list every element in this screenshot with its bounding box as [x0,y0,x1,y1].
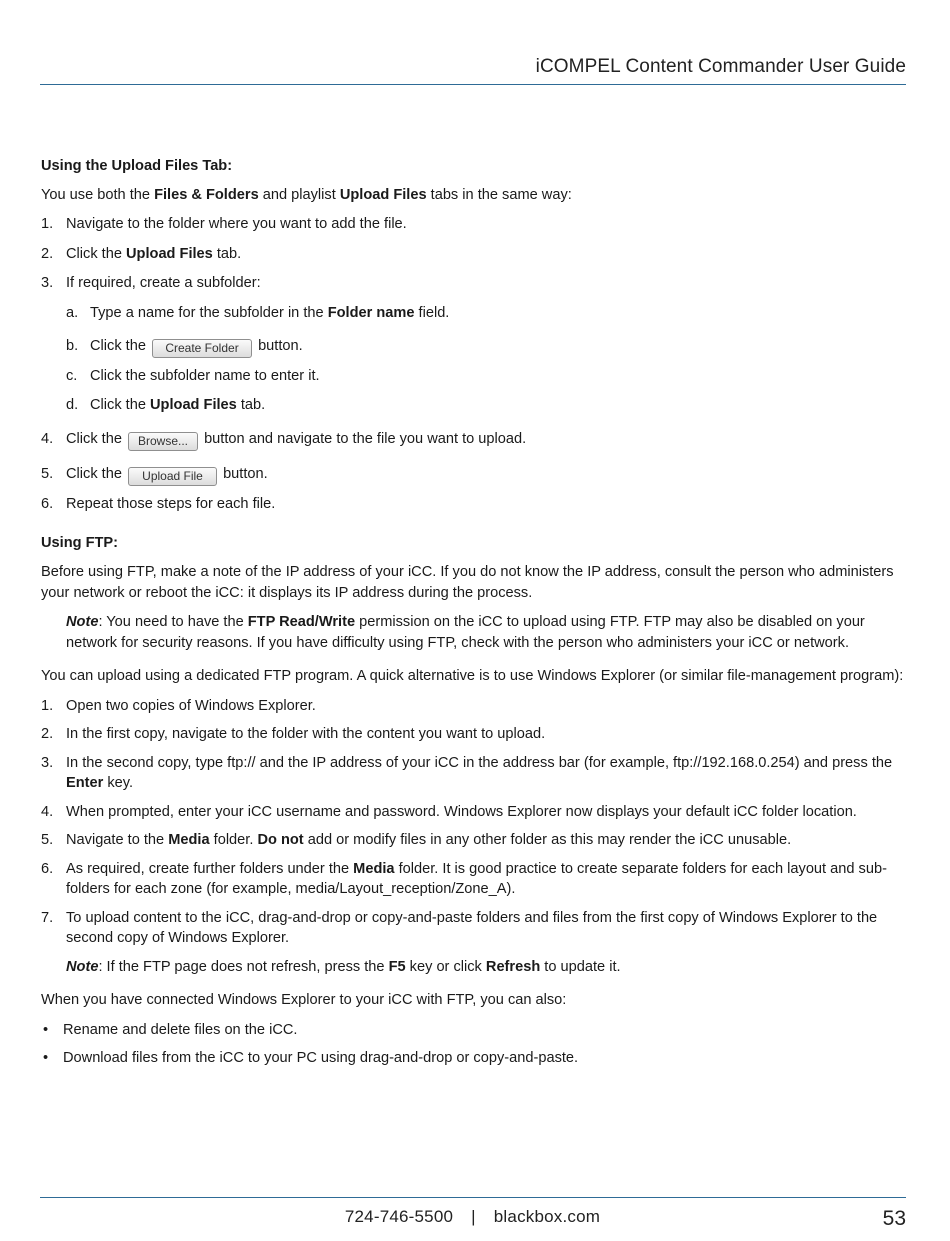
sub-list-item: d. Click the Upload Files tab. [66,396,266,413]
sub-list-item: c. Click the subfolder name to enter it. [66,368,320,384]
footer-rule [40,1197,906,1198]
section-heading-upload: Using the Upload Files Tab: [41,158,233,174]
sub-list-item: b. Click the Create Folder button. [66,336,906,358]
note-refresh: Note: If the FTP page does not refresh, press the F5 key or click Refresh to update it. [66,958,621,975]
list-item: 6. Repeat those steps for each file. [41,496,276,512]
footer-phone: 724-746-5500 [344,1207,454,1226]
bullet-icon: • [43,1021,49,1038]
browse-button[interactable]: Browse... [128,432,198,451]
page-content [41,156,906,1069]
note-permission: Note: You need to have the FTP Read/Write permission on the iCC to upload using FTP. FTP may also be disabled on your network for security reasons. If you have difficulty using FTP, check with the person who administers your iCC or network. [66,614,865,651]
footer-contact [0,1207,945,1227]
ftp-alternative: You can upload using a dedicated FTP program. A quick alternative is to use Windows Explorer (or similar file-management program): [41,668,904,684]
list-item: 2. In the first copy, navigate to the folder with the content you want to upload. [41,726,546,742]
header-title: iCOMPEL Content Commander User Guide [535,56,906,77]
footer-separator: | [471,1207,476,1226]
list-item: 5. Click the Upload File button. [41,464,906,486]
bullet-item: • Rename and delete files on the iCC. [41,1020,906,1041]
ftp-intro: Before using FTP, make a note of the IP address of your iCC. If you do not know the IP address, consult the person who administers your network or reboot the iCC: it displays its IP address during the process. [41,564,894,601]
footer-website[interactable]: blackbox.com [493,1207,601,1226]
list-item: 6. As required, create further folders under the Media folder. It is good practice to create separate folders for each layout and sub-folders for each zone (for example, media/Layout_reception/Zone_A). [41,860,887,897]
list-item: 3. In the second copy, type ftp:// and the IP address of your iCC in the address bar (for example, ftp://192.168.0.254) and press the Enter key. [41,754,893,791]
create-folder-button[interactable]: Create Folder [152,339,252,358]
section-heading-ftp: Using FTP: [41,534,119,551]
bullet-icon: • [43,1050,49,1066]
bullet-item: • Download files from the iCC to your PC using drag-and-drop or copy-and-paste. [41,1048,906,1069]
list-item: 2. Click the Upload Files tab. [41,245,242,262]
list-item: 1. Open two copies of Windows Explorer. [41,697,316,714]
list-item: 1. Navigate to the folder where you want to add the file. [41,216,407,232]
header-rule [40,84,906,85]
sub-list-item: a. Type a name for the subfolder in the Folder name field. [66,304,450,321]
upload-intro: You use both the Files & Folders and playlist Upload Files tabs in the same way: [41,186,572,203]
list-item: 7. To upload content to the iCC, drag-and-drop or copy-and-paste folders and files from the first copy of Windows Explorer to the second copy of Windows Explorer. [41,909,878,946]
list-item: 5. Navigate to the Media folder. Do not add or modify files in any other folder as this may render the iCC unusable. [41,832,792,848]
upload-file-button[interactable]: Upload File [128,467,217,486]
ftp-connected: When you have connected Windows Explorer to your iCC with FTP, you can also: [41,992,567,1008]
list-item: 3. If required, create a subfolder: [41,275,261,291]
page-number: 53 [882,1207,906,1230]
list-item: 4. Click the Browse... button and navigate to the file you want to upload. [41,429,906,451]
list-item: 4. When prompted, enter your iCC username and password. Windows Explorer now displays your default iCC folder location. [41,803,857,820]
